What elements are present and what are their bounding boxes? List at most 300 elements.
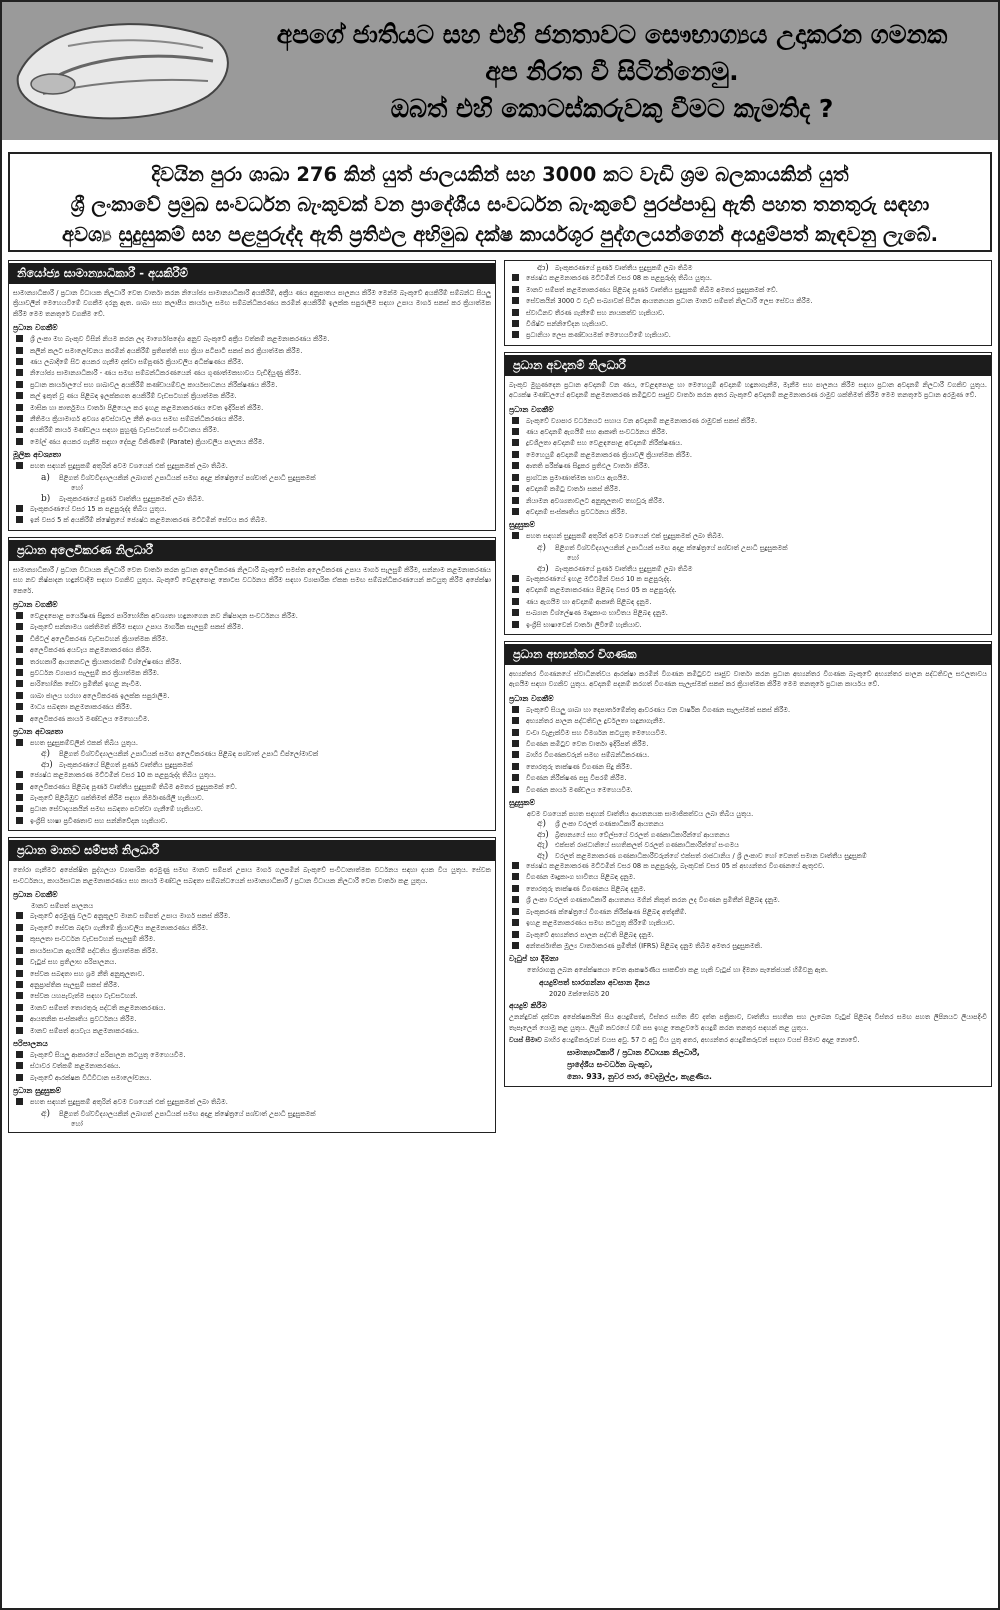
banner-line-1: අපගේ ජාතියට සහ එහි ජනතාවට සෞභාග්‍යය උදාකරන ගමනක [276, 20, 948, 49]
or-text: හෝ [71, 1119, 83, 1128]
duties-list [13, 611, 491, 724]
list-item-text: කලින් කලට සමාලෝචනය කරමින් අයකිරීම් ප්‍රතිපත්ති සහ ක්‍රියා පටිපාටි සකස් කර ක්‍රියාත්මක කිරීම. [30, 346, 303, 355]
list-item-text: විගණන කමිටුව වෙත වාර්තා ඉදිරිපත් කිරීම. [526, 740, 649, 748]
list-item-text: අයකිරීම් කාර්ය මණ්ඩලය සඳහා පුහුණු වැඩසටහන් සංවිධානය කිරීම. [30, 426, 220, 435]
list-item [13, 391, 491, 401]
option-label: අ) [537, 819, 547, 830]
age-text: බාහිර අයදුම්කරුවන් වයස අවු. 57 ට අඩු විය යුතු අතර, අභ්‍යන්තර අයදුම්කරුවන් සඳහා වයස් සීමාව අදාළ නොවේ. [544, 1035, 860, 1044]
bullet-square-icon [512, 862, 519, 869]
bullet-square-icon [16, 1051, 23, 1058]
list-item-text: කාර්යසාධන ඇගයීම් පද්ධතිය ක්‍රියාත්මක කිරීම. [30, 946, 158, 955]
option-text: බැංකුකරණයේ පූර්ණ වෘත්තීය සුදුසුකම් ලබා තිබීම [555, 564, 693, 573]
list-item [509, 496, 987, 506]
list-item-text: මාසික හා කාර්තුමය වාර්තා පිළියෙල කර ඉහළ කළමනාකරණය වෙත ඉදිරිපත් කිරීම. [30, 403, 264, 412]
bullet-square-icon [512, 439, 519, 446]
list-item-text: කුසලතා සංවර්ධන වැඩසටහන් සැලසුම් කිරීම. [30, 935, 156, 944]
right-column [504, 260, 992, 1093]
post-title: නියෝජ්‍ය සාමාන්‍යාධිකාරී - අයකිරීම් [9, 263, 495, 284]
bullet-square-icon [16, 369, 23, 376]
bullet-square-icon [16, 505, 23, 512]
bullet-square-icon [16, 970, 23, 977]
list-item [509, 762, 987, 772]
list-item-text: අවදානම් කමිටු වාර්තා සකස් කිරීම. [526, 485, 621, 494]
list-item-text: ණය ඇගයීම හා අවදානම් ආකෘති පිළිබඳ දැනුම. [526, 597, 652, 606]
post-chief-hr-officer [8, 837, 496, 1133]
duties-heading: ප්‍රධාන වගකීම් [13, 890, 58, 900]
list-item-text: සේවක සබඳතා සහ ශ්‍රම නීති අනුකූලතාව. [30, 969, 145, 978]
list-item-text: මානව සම්පත් තොරතුරු පද්ධති කළමනාකරණය. [30, 1003, 166, 1012]
bullet-square-icon [512, 586, 519, 593]
list-item [13, 403, 491, 413]
or-text: හෝ [567, 554, 579, 563]
bullet-square-icon [512, 331, 519, 338]
list-item-text: තොරතුරු තාක්ෂණ විගණන සිදු කිරීම. [526, 762, 633, 771]
qual-option [509, 819, 987, 829]
bullet-square-icon [16, 426, 23, 433]
list-item [13, 461, 491, 471]
post-title: ප්‍රධාන මානව සම්පත් නිලධාරී [9, 840, 495, 861]
list-item-text: විගණන කාර්ය මණ්ඩලය මෙහෙයවීම. [526, 785, 633, 794]
duties-intro: මානව සම්පත් පාලනය [31, 902, 94, 911]
bullet-square-icon [16, 912, 23, 919]
list-item [509, 273, 987, 283]
list-item-text: අනුප්‍රාප්තික සැලසුම් සකස් කිරීම. [30, 980, 120, 989]
list-item [13, 738, 491, 748]
list-item-text: බැංකුවේ ආරක්ෂක විධිවිධාන සමාලෝචනය. [30, 1073, 152, 1082]
list-item-text: වංචා වැළැක්වීම සහ විමර්ශන කටයුතු මෙහෙයවීම. [526, 728, 667, 737]
list-item [13, 702, 491, 712]
option-label: ආ) [537, 563, 549, 574]
list-item [13, 946, 491, 956]
or-text: හෝ [71, 484, 83, 493]
bullet-square-icon [16, 1004, 23, 1011]
bullet-square-icon [16, 739, 23, 746]
list-item-text: බැංකුවේ සියලු ශාඛා හා දෙපාර්තමේන්තු ආවරණය වන වාර්ෂික විගණන සැලැස්මක් සකස් කිරීම. [526, 705, 791, 714]
qual-intro [509, 531, 987, 541]
bullet-square-icon [16, 381, 23, 388]
admin-list [13, 1050, 491, 1083]
list-item-text: පහත සඳහන් සුදුසුකම් අතුරින් අවම වශයෙන් එක් සුදුසුකමක් ලබා තිබීම. [30, 462, 228, 471]
list-item [509, 473, 987, 483]
list-item-text: බැංකුවේ අභ්‍යන්තර පාලන පද්ධති පිළිබඳ දැනුම. [526, 930, 654, 939]
option-text: බ්‍රිතාන්‍යයේ සහ වේල්සයේ වරලත් ගණකාධිකාරීන්ගේ ආයතනය [555, 830, 730, 839]
banner-line-3: ඔබත් එහි කොටස්කරුවකු වීමට කැමතිද ? [390, 94, 834, 123]
option-label: a) [41, 472, 50, 483]
duties-heading: ප්‍රධාන වගකීම් [509, 693, 554, 703]
duties-heading: ප්‍රධාන වගකීම් [13, 599, 58, 609]
bullet-square-icon [16, 958, 23, 965]
qual-option-b [509, 263, 987, 273]
bullet-square-icon [512, 485, 519, 492]
list-item [509, 608, 987, 618]
bullet-square-icon [512, 873, 519, 880]
bullet-square-icon [16, 771, 23, 778]
option-label: b) [41, 493, 51, 504]
list-item-text: අවදානම් කළමනාකරණය පිළිබඳ වසර 05 ක පළපුරුද්ද. [526, 586, 677, 595]
option-text: පිළිගත් විශ්වවිද්‍යාලයකින් උපාධියක් සමඟ අලෙවිකරණය පිළිබඳ පශ්චාත් උපාධි ඩිප්ලෝමාවක් [59, 750, 319, 759]
list-item-text: ප්‍රධාන සේවාදායකයින් සමඟ සබඳතා පවත්වා ගැනීමේ හැකියාව. [30, 805, 203, 814]
list-item [13, 504, 491, 514]
list-item [13, 714, 491, 724]
bullet-square-icon [16, 1074, 23, 1081]
list-item-text: ආයතනික සංස්කෘතිය ප්‍රවර්ධනය කිරීම. [30, 1015, 137, 1024]
list-item-text: මාධ්‍ය සබඳතා කළමනාකරණය කිරීම. [30, 703, 133, 712]
list-item [13, 1003, 491, 1013]
requirements-heading: ප්‍රධාන සුදුසුකම් [13, 1086, 61, 1096]
list-item-text: ඉංග්‍රීසි භාෂා ප්‍රවීණතාව සහ සන්නිවේදන හැකියාව. [30, 816, 168, 825]
bullet-square-icon [16, 1015, 23, 1022]
bullet-square-icon [16, 623, 23, 630]
list-item [13, 437, 491, 447]
list-item-text: බැංකුවේ සේවක බඳවා ගැනීමේ ක්‍රියාවලිය කළමනාකරණය කිරීම. [30, 923, 208, 932]
list-item [13, 782, 491, 792]
list-item-text: බැංකුවේ සියලු ආකාරයේ පරිපාලන කටයුතු මෙහෙයවීම. [30, 1050, 186, 1059]
bullet-square-icon [512, 908, 519, 915]
list-item [13, 991, 491, 1001]
bullet-square-icon [512, 621, 519, 628]
post-description: තෝරා ගැනීමට අපේක්ෂිත පුද්ගලයා ව්‍යාපාරික අරමුණු සමඟ මානව සම්පත් උපාය මාර්ග ගලපමින් බැංකුවේ සංවිධානාත්මක වර්ධනය සඳහා දායක විය යුතුය. සේවක සංවර්ධනය, කාර්යසාධන කළමනාකරණය සහ කාර්ය මණ්ඩල සබඳතා සම්බන්ධයෙන් සාමාන්‍යාධිකාරී / ප්‍රධාන විධායක නිලධාරී වෙත වාර්තා කළ යුතුය. [13, 866, 491, 885]
bullet-square-icon [512, 774, 519, 781]
list-item [509, 484, 987, 494]
list-item [509, 585, 987, 595]
bullet-square-icon [512, 931, 519, 938]
post-description: බැංකුව මුහුණදෙන ප්‍රධාන අවදානම් වන ණය, වෙළඳපොළ හා මෙහෙයුම් අවදානම් හඳුනාගැනීම, මැනීම සහ පාලනය කිරීම සඳහා ප්‍රධාන අවදානම් නිලධාරී වගකිව යුතුය. අධ්‍යක්ෂ මණ්ඩලයේ අවදානම් කළමනාකරණ කමිටුවට සෘජුව වාර්තා කරන අතර බැංකුවේ අවදානම් කළමනාකරණ රාමුව ශක්තිමත් කිරීම මෙම තනතුරේ ප්‍රධාන අරමුණ වේ. [509, 380, 987, 400]
bullet-square-icon [512, 786, 519, 793]
list-item-text: මෙහෙයුම් අවදානම් කළමනාකරණ ක්‍රියාවලි ක්‍රියාත්මක කිරීම. [526, 450, 693, 459]
address-line-3: නො. 933, නුවර පාර, වෙදමුල්ල, කැළණිය. [567, 1072, 712, 1082]
banner-line-2: අප නිරත වී සිටින්නෙමු. [485, 57, 739, 86]
extra-requirements [13, 504, 491, 526]
bullet-square-icon [512, 919, 519, 926]
list-item [13, 368, 491, 378]
list-item-text: ජ්‍යෙෂ්ඨ කළමනාකරණ මට්ටමින් වසර 10 ක පළපුරුද්ද තිබිය යුතුය. [30, 771, 216, 780]
bullet-square-icon [16, 404, 23, 411]
list-item-text: අලෙවිකරණ කාර්ය මණ්ඩලය මෙහෙයවීම. [30, 714, 150, 723]
list-item [13, 691, 491, 701]
option-text: පිළිගත් විශ්වවිද්‍යාලයකින් ලබාගත් උපාධියක් සමඟ අදාළ ක්ෂේත්‍රයේ පශ්චාත් උපාධි සුදුසුකමක් [59, 473, 316, 482]
bullet-square-icon [512, 309, 519, 316]
bullet-square-icon [16, 658, 23, 665]
qual-intro [13, 738, 491, 748]
list-item [13, 1026, 491, 1036]
list-item [13, 611, 491, 621]
list-item-text: සේවක යහපැවැත්ම සඳහා වැඩසටහන්. [30, 992, 138, 1001]
qual-option [509, 851, 987, 861]
option-label: ආ) [537, 263, 549, 273]
bullet-square-icon [512, 609, 519, 616]
list-item-text: ආතති පරීක්ෂණ සිදුකර ප්‍රතිඵල වාර්තා කිරීම. [526, 462, 650, 471]
requirements-heading: ප්‍රධාන අවශ්‍යතා [13, 727, 64, 736]
bullet-square-icon [16, 924, 23, 931]
bullet-square-icon [512, 740, 519, 747]
bullet-square-icon [512, 451, 519, 458]
bullet-square-icon [512, 532, 519, 539]
list-item [509, 461, 987, 471]
bullet-square-icon [512, 497, 519, 504]
bullet-square-icon [16, 415, 23, 422]
qual-option-a [13, 473, 491, 483]
address-line-1: සාමාන්‍යාධිකාරී / ප්‍රධාන විධායක නිලධාරී, [567, 1048, 700, 1058]
list-item-text: අලෙවිකරණ අයවැය කළමනාකරණය කිරීම. [30, 646, 152, 655]
list-item [509, 416, 987, 426]
list-item [13, 380, 491, 390]
list-item-text: බැංකුකරණයේ ඉහළ මට්ටමින් වසර 10 ක පළපුරුද්ද. [526, 574, 672, 583]
list-item [13, 622, 491, 632]
bullet-square-icon [512, 297, 519, 304]
list-item [13, 645, 491, 655]
list-item [509, 597, 987, 607]
bullet-square-icon [512, 462, 519, 469]
list-item-text: විගණන නිරීක්ෂණ පසු විපරම් කිරීම. [526, 774, 627, 783]
list-item [509, 296, 987, 306]
list-item [13, 804, 491, 814]
list-item [13, 934, 491, 944]
bullet-square-icon [16, 783, 23, 790]
bullet-square-icon [512, 598, 519, 605]
post-description: සාමාන්‍යාධිකාරී / ප්‍රධාන විධායක නිලධාරී වෙත වාර්තා කරන ප්‍රධාන අලෙවිකරණ නිලධාරී බැංකුවේ සමස්ත අලෙවිකරණ උපාය මාර්ග සැලසුම් කිරීම, සන්නාම කළමනාකරණය සහ නව නිෂ්පාදන හඳුන්වාදීම සඳහා වගකිව යුතුය. බැංකුවේ වෙළඳපොළ කොටස වර්ධනය කිරීම සඳහා ව්‍යාපාරික ඒකක සමඟ සම්බන්ධීකරණයෙන් කටයුතු කිරීම අපේක්ෂා කෙරේ. [13, 565, 491, 595]
list-item-text: ජ්‍යෙෂ්ඨ කළමනාකරණ මට්ටමින් වසර 08 ක පළපුරුද්ද තිබිය යුතුය. [526, 274, 712, 283]
closing-date: 2020 ඔක්තෝබර් 20 [549, 989, 610, 998]
bullet-square-icon [16, 981, 23, 988]
bullet-square-icon [16, 805, 23, 812]
bullet-square-icon [16, 794, 23, 801]
post-chief-risk-officer [504, 352, 992, 635]
list-item-text: ඉහළ කළමනාකරණය සමඟ කටයුතු කිරීමේ හැකියාව. [526, 919, 675, 928]
list-item-text: ජ්‍යෙෂ්ඨ කළමනාකරණ මට්ටමින් වසර 08 ක පළපුරුද්ද, බැංකුවක් වසර 05 ක් අභ්‍යන්තර විගණනයේ ඇතුළුව. [526, 862, 825, 871]
bullet-square-icon [512, 274, 519, 281]
option-text: එක්සත් රාජධානියේ සහතිකලත් වරලත් ගණකාධිකාරීන්ගේ සංගමය [555, 841, 739, 850]
bullet-square-icon [16, 817, 23, 824]
list-item [509, 705, 987, 715]
list-item [13, 334, 491, 344]
list-item [509, 918, 987, 928]
list-item-text: ස්වාධීනව තීරණ ගැනීමේ සහ නායකත්ව හැකියාව. [526, 308, 665, 317]
list-item-text: ද්‍රවශීලතා අවදානම් සහ වෙළඳපොළ අවදානම් නිරීක්ෂණය. [526, 439, 683, 448]
list-item [13, 657, 491, 667]
option-text: බැංකුකරණයේ පූර්ණ වෘත්තීය සුදුසුකම් ලබා තිබීම [555, 264, 693, 272]
option-label: ආ) [41, 759, 53, 770]
option-label: ඇ) [537, 840, 549, 851]
bullet-square-icon [16, 703, 23, 710]
bullet-square-icon [16, 935, 23, 942]
post-description: අභ්‍යන්තර විගණනයේ ස්වාධීනත්වය ආරක්ෂා කරමින් විගණන කමිටුවට සෘජුව වාර්තා කරන ප්‍රධාන අභ්‍යන්තර විගණක බැංකුවේ අභ්‍යන්තර පාලන පද්ධතිවල සඵලතාවය ඇගයීම සඳහා වගකිව යුතුය. අවදානම් පදනම් කරගත් විගණන සැලැස්මක් සකස් කර ක්‍රියාත්මක කිරීම මෙම තනතුරේ ප්‍රධාන කාර්යය වේ. [509, 669, 987, 689]
closing-date-heading: අයදුම්පත් භාරගන්නා අවසාන දිනය [539, 977, 650, 987]
qual-intro [13, 461, 491, 471]
bullet-square-icon [512, 896, 519, 903]
bullet-square-icon [16, 669, 23, 676]
qual-option [509, 840, 987, 850]
list-item-text: වැටුප් සහ ප්‍රතිලාභ පරිපාලනය. [30, 958, 117, 967]
list-item [13, 1073, 491, 1083]
bullet-square-icon [512, 706, 519, 713]
list-item-text: ණය අවදානම් ඇගයීම් සහ ආකෘති සංවර්ධනය කිරීම. [526, 428, 668, 437]
list-item [509, 941, 987, 951]
bullet-square-icon [16, 516, 23, 523]
list-item [13, 357, 491, 367]
list-item-text: පහත සඳහන් සුදුසුකම් අතුරින් අවම වශයෙන් එක් සුදුසුකමක් ලබා තිබීම. [526, 532, 724, 541]
list-item-text: අන්තර්ජාතික මූල්‍ය වාර්තාකරණ ප්‍රමිතීන් (IFRS) පිළිබඳ දැනුම තිබීම අමතර සුදුසුකමකි. [526, 941, 763, 950]
duties-heading: ප්‍රධාන වගකීම් [509, 404, 554, 414]
list-item [13, 1014, 491, 1024]
bullet-square-icon [16, 646, 23, 653]
list-item-text: පහත සඳහන් සුදුසුකම් අතුරින් අවම වශයෙන් එක් සුදුසුකමක් ලබා තිබීම. [30, 1098, 228, 1107]
list-item-text: අවදානම් සංස්කෘතිය ප්‍රවර්ධනය කිරීම. [526, 507, 628, 516]
list-item [13, 515, 491, 525]
post-chief-hr-officer-continued [504, 260, 992, 346]
bullet-square-icon [16, 612, 23, 619]
list-item [13, 346, 491, 356]
list-item [509, 319, 987, 329]
list-item-text: නියෝජ්‍ය සාමාන්‍යාධිකාරී - ණය සමඟ සම්බන්ධීකරණයෙන් ණය ගුණාත්මකභාවය වැඩිදියුණු කිරීම. [30, 369, 302, 378]
list-item [509, 308, 987, 318]
post-chief-marketing-officer [8, 537, 496, 832]
list-item [509, 450, 987, 460]
bullet-square-icon [512, 474, 519, 481]
left-column [8, 260, 496, 1139]
list-item [509, 285, 987, 295]
bullet-square-icon [512, 751, 519, 758]
list-item-text: ණය ලබාදීමේ සිට අයකර ගැනීම දක්වා සම්පූර්ණ ක්‍රියාවලිය අධීක්ෂණය කිරීම. [30, 358, 244, 367]
option-label: අ) [537, 542, 547, 553]
list-item [13, 816, 491, 826]
list-item-text: මානව සම්පත් කළමනාකරණය පිළිබඳ පූර්ණ වෘත්තීය සුදුසුකම් තිබීම අමතර සුදුසුකමක් වේ. [526, 285, 778, 294]
list-item-text: සේවකයින් 3000 ට වැඩි සංඛ්‍යාවක් සිටින ආයතනයක ප්‍රධාන මානව සම්පත් නිලධාරී ලෙස සේවය කිරීම. [526, 297, 813, 306]
list-item [13, 425, 491, 435]
list-item-text: ශ්‍රී ලංකා මහ බැංකුව විසින් නියම කරන ලද මාර්ගෝපදේශ අනුව බැංකුවේ අක්‍රීය වත්කම් කළමනාකරණය කිරීම. [30, 335, 330, 344]
list-item-text: මානව සම්පත් අයවැය කළමනාකරණය. [30, 1026, 139, 1035]
bullet-square-icon [512, 286, 519, 293]
list-item [13, 668, 491, 678]
list-item-text: බැංකුවේ අරමුණු වලට අනුකූලව මානව සම්පත් උපාය මාර්ග සකස් කිරීම. [30, 912, 231, 921]
list-item-text: නියාමන අවශ්‍යතාවලට අනුකූලතාව තහවුරු කිරීම. [526, 496, 665, 505]
bullet-square-icon [512, 885, 519, 892]
duties-list [13, 911, 491, 1035]
bullet-square-icon [16, 715, 23, 722]
option-text: බැංකුකරණයේ පූර්ණ වෘත්තීය සුදුසුකමක් ලබා තිබීම. [59, 494, 204, 503]
duties-list [509, 705, 987, 795]
bullet-square-icon [512, 417, 519, 424]
qual-option-a [509, 543, 987, 553]
list-item [13, 634, 491, 644]
qual-option-a [13, 1109, 491, 1119]
bullet-square-icon [16, 680, 23, 687]
bullet-square-icon [512, 942, 519, 949]
salary-text: තෝරාගනු ලබන අපේක්ෂකයා වෙත ආකර්ෂණීය සාකච්ඡා කළ හැකි වැටුප් හා දීමනා පැකේජයක් හිමිවනු ඇත. [527, 966, 828, 975]
option-label: අ) [41, 1108, 51, 1119]
option-label: අ) [41, 749, 51, 760]
qual-intro: අවම වශයෙන් පහත සඳහන් වෘත්තීය ආයතනයක සාමාජිකත්වය ලබා තිබිය යුතුය. [527, 810, 754, 819]
list-item [509, 872, 987, 882]
list-item-text: වෙළඳපොළ පර්යේෂණ සිදුකර පාරිභෝගික අවශ්‍යතා හඳුනාගෙන නව නිෂ්පාදන සංවර්ධනය කිරීම. [30, 611, 298, 620]
admin-heading: පරිපාලනය [13, 1038, 48, 1048]
list-item [13, 923, 491, 933]
list-item-text: ඉංග්‍රීසි භාෂාවෙන් වාර්තා ලිවීමේ හැකියාව. [526, 620, 642, 629]
list-item [509, 438, 987, 448]
bullet-square-icon [512, 508, 519, 515]
list-item [509, 907, 987, 917]
bullet-square-icon [16, 692, 23, 699]
address-line-2: ප්‍රාදේශීය සංවර්ධන බැංකුව, [567, 1060, 653, 1070]
list-item-text: ඉන් වසර 5 ක් අයකිරීම් ක්ෂේත්‍රයේ ජ්‍යෙෂ්ඨ කළමනාකරණ මට්ටමින් සේවය කර තිබීම. [30, 516, 268, 525]
list-item [13, 770, 491, 780]
list-item-text: බැංකුවේ පිළිබිඹුව ශක්තිමත් කිරීම සඳහා නිර්මාණශීලී හැකියාව. [30, 794, 204, 803]
duties-list [13, 334, 491, 447]
requirements-heading: මූලික අවශ්‍යතා [13, 450, 62, 460]
bullet-square-icon [16, 635, 23, 642]
bullet-square-icon [512, 763, 519, 770]
list-item [13, 414, 491, 424]
bullet-square-icon [16, 1062, 23, 1069]
list-item [509, 427, 987, 437]
intro-line-1: දිවයින පුරා ශාඛා 276 කින් යුත් ජාලයකින් සහ 3000 කට වැඩි ශ්‍රම බලකායකින් යුත් [151, 163, 849, 186]
list-item-text: බාහිර විගණකවරුන් සමඟ සම්බන්ධීකරණය. [526, 751, 650, 760]
bullet-square-icon [512, 729, 519, 736]
bullet-square-icon [16, 347, 23, 354]
bullet-square-icon [16, 1027, 23, 1034]
list-item [13, 911, 491, 921]
option-text: පිළිගත් විශ්වවිද්‍යාලයකින් උපාධියක් සමඟ අදාළ ක්ෂේත්‍රයේ පශ්චාත් උපාධි සුදුසුකමක් [555, 543, 788, 552]
list-item [509, 861, 987, 871]
list-item [509, 531, 987, 541]
bullet-square-icon [16, 358, 23, 365]
extra-requirements [13, 770, 491, 826]
bullet-square-icon [16, 438, 23, 445]
duties-list [509, 416, 987, 518]
list-item [13, 1097, 491, 1107]
list-item-text: නීතිමය ක්‍රියාමාර්ග අවශ්‍ය අවස්ථාවල නීති අංශය සමඟ සම්බන්ධීකරණය කිරීම. [30, 415, 245, 424]
list-item [13, 1061, 491, 1071]
qual-intro [13, 1097, 491, 1107]
bullet-square-icon [512, 717, 519, 724]
list-item [509, 728, 987, 738]
bullet-square-icon [16, 992, 23, 999]
list-item-text: ප්‍රධානියා ලෙස කණ්ඩායමක් මෙහෙයවීමේ හැකියාව. [526, 331, 671, 340]
list-item [509, 884, 987, 894]
bullet-square-icon [512, 575, 519, 582]
option-label: ආ) [537, 829, 549, 840]
list-item-text: කල් ඉකුත් වූ ණය පිළිබඳ ඉලක්කගත අයකිරීම් වැඩසටහන් ක්‍රියාත්මක කිරීම. [30, 392, 237, 401]
extra-requirements [509, 574, 987, 630]
intro-line-2: ශ්‍රී ලංකාවේ ප්‍රමුඛ සංවර්ධන බැංකුවක් වන ප්‍රාදේශීය සංවර්ධන බැංකුවේ පුරප්පාඩු ඇති පහත තනතුරු සඳහා [70, 193, 930, 216]
list-item-text: බැංකුවේ ව්‍යාපාර වර්ධනයට සහාය වන අවදානම් කළමනාකරණ රාමුවක් සකස් කිරීම. [526, 416, 758, 425]
list-item [509, 330, 987, 340]
bullet-square-icon [512, 320, 519, 327]
list-item-text: පාරිභෝගික සේවා ප්‍රමිතීන් ඉහළ නැංවීම. [30, 680, 142, 689]
bullet-square-icon [16, 1098, 23, 1105]
bullet-square-icon [16, 462, 23, 469]
bullet-square-icon [16, 947, 23, 954]
post-title: ප්‍රධාන අභ්‍යන්තර විගණක [505, 644, 991, 665]
age-label: වයස් සීමාව [509, 1035, 542, 1044]
list-item-text: තොරතුරු තාක්ෂණ විගණනය පිළිබඳ දැනුම. [526, 884, 646, 893]
bullet-square-icon [16, 335, 23, 342]
qual-option-b [509, 564, 987, 574]
qual-option-b [13, 494, 491, 504]
list-item [13, 679, 491, 689]
list-item [509, 574, 987, 584]
list-item [509, 739, 987, 749]
apply-heading: අයදුම් කිරීම [509, 1001, 547, 1011]
list-item [13, 1050, 491, 1060]
age-limit [509, 1035, 987, 1045]
option-label: ඈ) [537, 850, 549, 861]
post-description: සාමාන්‍යාධිකාරී / ප්‍රධාන විධායක නිලධාරී වෙත වාර්තා කරන නියෝජ්‍ය සාමාන්‍යාධිකාරී අයකිරීම්, අක්‍රීය ණය අනුපාතය පාලනය කිරීම මෙන්ම බැංකුවේ අයකිරීම් සම්බන්ධ සියලු ක්‍රියාවලීන් මෙහෙයවීමේ වගකීම දරනු ඇත. ශාඛා සහ කලාපීය කාර්යාල සමඟ සම්බන්ධීකරණය කරමින් අයකිරීම් ඉලක්ක සපුරාලීම සඳහා උපාය මාර්ග සකස් කර ක්‍රියාත්මක කිරීම මෙම තනතුරේ වගකීම වේ. [13, 289, 491, 318]
list-item-text: ප්‍රාග්ධන ප්‍රමාණාත්මක භාවය ඇගයීම. [526, 473, 630, 482]
list-item-text: බැංකුකරණයේ වසර 15 ක පළපුරුද්ද තිබිය යුතුය. [30, 504, 167, 513]
requirements-heading: සුදුසුකම් [509, 798, 535, 808]
option-text: බැංකුකරණයේ පිළිගත් පූර්ණ වෘත්තීය සුදුසුකමක් [59, 760, 193, 769]
list-item-text: ප්‍රධාන කාර්යාලයේ සහ ශාඛාවල අයකිරීම් කණ්ඩායම්වල කාර්යසාධනය නිරීක්ෂණය කිරීම. [30, 380, 278, 389]
